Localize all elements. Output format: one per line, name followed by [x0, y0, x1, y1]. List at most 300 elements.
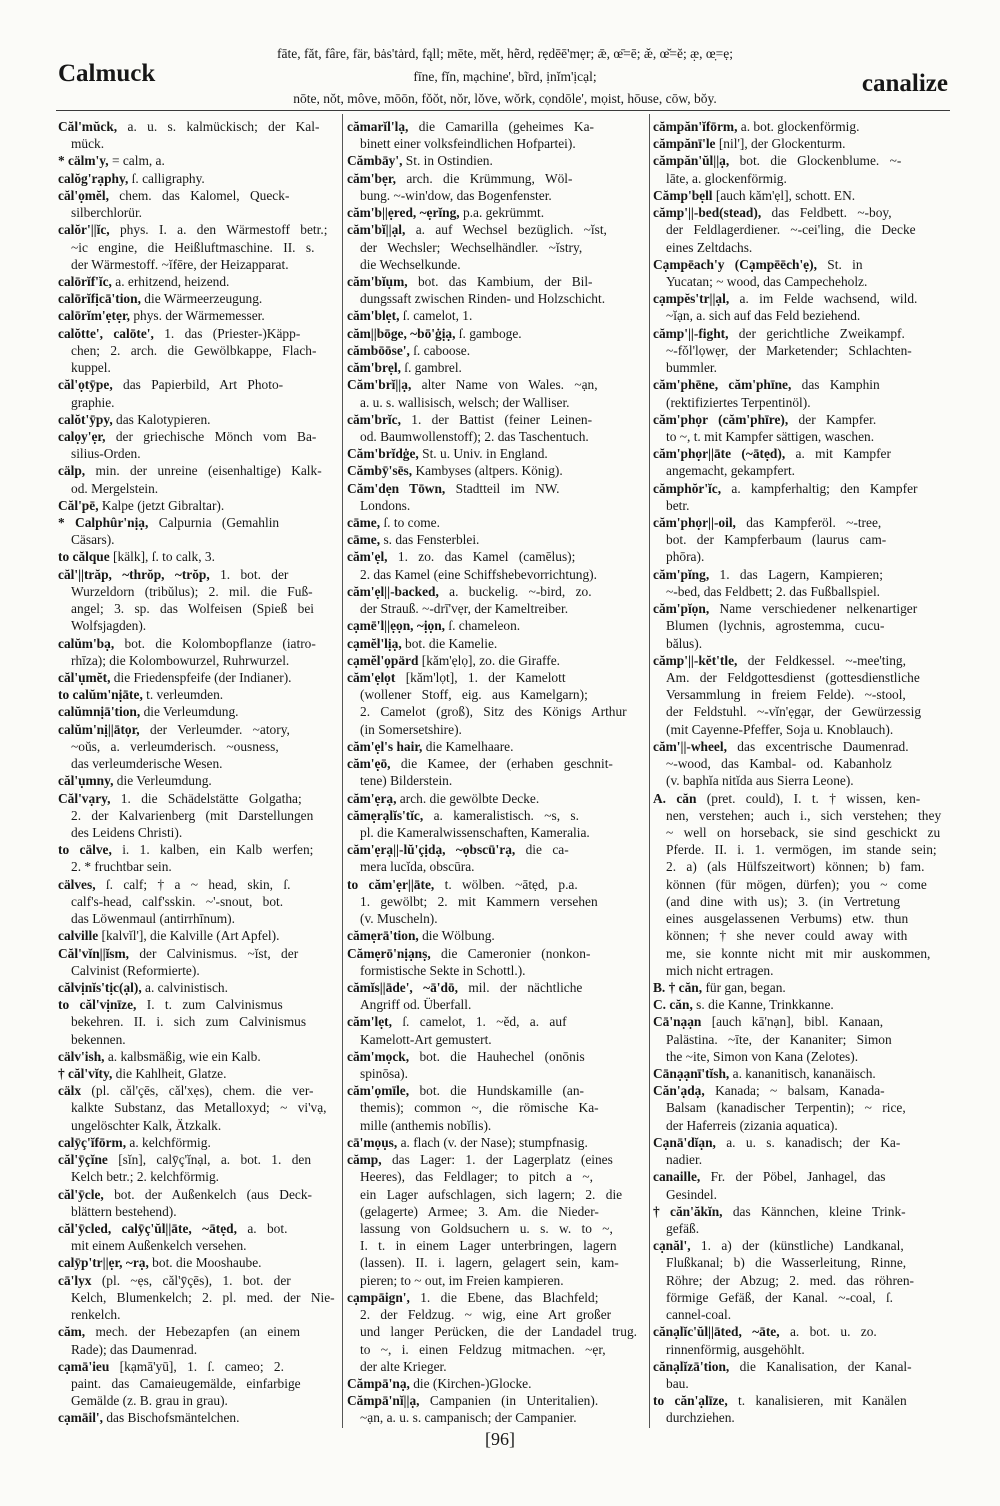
entry-line	[347, 635, 645, 652]
entry-text: die Camarilla (geheimes Ka-	[408, 119, 595, 134]
entry-line	[653, 152, 949, 169]
entry-text: die Wechselkunde.	[360, 256, 461, 272]
entry-line	[653, 1186, 949, 1203]
entry-text: 2. der Kalvarienberg (mit Darstellungen	[71, 807, 314, 823]
entry-text: der Wärmestoff. ~ĭfēre, der Heizapparat.	[71, 256, 289, 272]
entry-text: (in Somersetshire).	[360, 721, 462, 737]
entry-headword: Căl'vĭn||ĭsm,	[58, 945, 130, 961]
entry-line	[653, 1203, 949, 1220]
entry-line	[653, 583, 949, 600]
entry-text: bummler.	[666, 360, 717, 376]
dictionary-entry	[58, 790, 338, 842]
entry-text: die Kanalisation, der Kanal-	[729, 1358, 912, 1374]
entry-text: t. verleumden.	[142, 687, 224, 703]
entry-line	[347, 996, 645, 1013]
guide-word-left: Calmuck	[58, 60, 156, 87]
dictionary-entry	[347, 359, 645, 376]
entry-text: [auch kăm'ẹl], schott. EN.	[712, 187, 856, 203]
entry-line	[347, 910, 645, 927]
entry-headword: căm'brẹl,	[347, 360, 401, 376]
entry-headword: cạmē'l||ẹọn, ~ịọn,	[347, 618, 446, 634]
dictionary-entry	[58, 273, 338, 290]
entry-text: ſ. gambrel.	[400, 360, 462, 376]
entry-line	[653, 445, 949, 462]
entry-text: der Verleumder. ~atory,	[139, 721, 290, 737]
entry-line	[347, 703, 645, 720]
entry-text: Kamelott-Art gemustert.	[360, 1031, 492, 1047]
entry-text: St. u. Univ. in England.	[418, 446, 548, 462]
entry-headword: calŏr'||ĭc,	[58, 222, 110, 238]
entry-text: Calvinist (Reformierte).	[71, 962, 200, 978]
entry-text: 1. zo. das Kamel (camēlus);	[387, 549, 576, 565]
entry-text: gefäß.	[666, 1221, 700, 1236]
entry-line	[347, 118, 645, 135]
dictionary-entry	[58, 721, 338, 773]
dictionary-entry	[653, 1203, 949, 1237]
entry-line	[347, 600, 645, 617]
entry-line	[347, 290, 645, 307]
entry-text: tene) Bilderstein.	[360, 773, 453, 789]
entry-text: betr.	[666, 497, 690, 513]
dictionary-entry	[347, 876, 645, 928]
entry-text: die (Kirchen-)Glocke.	[409, 1375, 532, 1391]
dictionary-entry	[58, 1254, 338, 1271]
dictionary-entry	[653, 187, 949, 204]
entry-line	[58, 1237, 338, 1254]
entry-headword: calŏt'ȳpy,	[58, 411, 113, 427]
dictionary-entry	[347, 979, 645, 1013]
entry-line	[653, 325, 949, 342]
entry-text: a. u. s. wallisisch, welsch; der Walliser.	[360, 394, 570, 410]
entry-line	[58, 1203, 338, 1220]
entry-line	[58, 1375, 338, 1392]
dictionary-entry	[58, 1358, 338, 1410]
entry-line	[653, 600, 949, 617]
dictionary-entry	[58, 307, 338, 324]
entry-text: der Feldlagerdiener. ~-cei'ling, die Decke	[666, 222, 916, 238]
entry-text: s. die Kanne, Trinkkanne.	[692, 997, 834, 1013]
entry-line	[653, 1358, 949, 1375]
entry-text: das Lager: 1. der Lagerplatz (eines	[381, 1152, 613, 1168]
entry-headword: cămpănī'le	[653, 136, 716, 152]
entry-line	[653, 1323, 949, 1340]
entry-text: mil. der nächtliche	[458, 979, 583, 995]
dictionary-entry	[58, 945, 338, 979]
dictionary-entry	[653, 445, 949, 479]
entry-text: Blumen (lychnis, agrostemma, cucu-	[666, 618, 885, 634]
entry-line	[347, 979, 645, 996]
entry-line	[347, 1392, 645, 1409]
entry-text: ſ. caboose.	[409, 342, 471, 358]
dictionary-entry	[58, 1134, 338, 1151]
dictionary-entry	[347, 927, 645, 944]
dictionary-entry	[347, 548, 645, 582]
entry-line	[58, 824, 338, 841]
dictionary-entry	[653, 600, 949, 652]
entry-line	[653, 703, 949, 720]
dictionary-entry	[347, 1392, 645, 1426]
entry-text: ſ. calf; † a ~ head, skin, ſ.	[95, 876, 291, 892]
entry-line	[58, 1358, 338, 1375]
entry-headword: Cămpā'nĭ||ạ,	[347, 1393, 420, 1409]
entry-text: der gerichtliche Zweikampf.	[728, 325, 905, 341]
entry-text: bot. das Kambium, der Bil-	[407, 273, 593, 289]
entry-headword: călvịnĭs'tịc(ạl),	[58, 979, 142, 995]
entry-text: förmige Gefäß, der Kanal. ~-coal, ſ.	[666, 1289, 894, 1305]
entry-line	[58, 376, 338, 393]
entry-text: (v. baphĭa nitĭda aus Sierra Leone).	[666, 773, 854, 789]
entry-text: ~-fŏl'lọwẹr, der Marketender; Schlachten-	[666, 342, 912, 358]
dictionary-entry	[58, 152, 338, 169]
entry-text: 2. das Kamel (eine Schiffshebevorrichtung).	[360, 566, 597, 582]
entry-text: ~ạn, a. u. s. campanisch; der Campanier.	[360, 1410, 577, 1426]
entry-text: phys. I. a. den Wärmestoff betr.;	[109, 222, 328, 238]
entry-headword: * cälm'y,	[58, 153, 109, 169]
dictionary-entry	[653, 411, 949, 445]
entry-headword: cälves,	[58, 876, 96, 892]
entry-text: mech. der Hebezapfen (an einem	[85, 1324, 301, 1340]
entry-text: und langer Perücken, die der Landadel trug.	[360, 1324, 637, 1340]
entry-text: [kạmā'yū], 1. ſ. cameo; 2.	[109, 1358, 284, 1374]
entry-text: arch. die gewölbte Decke.	[396, 790, 540, 806]
entry-headword: calŏtte', calōte',	[58, 325, 154, 341]
entry-text: a. kananitisch, kananäisch.	[729, 1066, 876, 1082]
entry-line	[653, 807, 949, 824]
entry-headword: calŭmnịā'tion,	[58, 704, 141, 720]
entry-line	[653, 359, 949, 376]
entry-line	[653, 256, 949, 273]
entry-line	[347, 1031, 645, 1048]
entry-text: (rektifiziertes Terpentinöl).	[666, 394, 811, 410]
entry-headword: căm'phọr||āte (~ātẹd),	[653, 446, 786, 462]
entry-line	[653, 686, 949, 703]
entry-text: 1. a) der (künstliche) Landkanal,	[690, 1238, 904, 1254]
pronunciation-key-line: fīne, fĭn, mạchine', bĩrd, ịnĭm'ịcạl;	[413, 69, 597, 84]
entry-text: St. in	[816, 256, 863, 272]
entry-text: Röhre; der Abzug; 2. med. das röhren-	[666, 1272, 915, 1288]
entry-line	[347, 170, 645, 187]
entry-text: a. calvinistisch.	[141, 979, 228, 995]
entry-text: lassung von Goldsuchern u. s. w. to ~,	[360, 1221, 613, 1236]
dictionary-entry	[58, 1323, 338, 1357]
entry-line	[347, 1013, 645, 1030]
entry-text: to ~, i. einen Feldzug mitmachen. ~ẹr,	[360, 1341, 606, 1357]
entry-line	[58, 1099, 338, 1116]
entry-line	[653, 566, 949, 583]
entry-text: des Leidens Christi).	[71, 824, 183, 840]
entry-line	[58, 135, 338, 152]
entry-text: Flußkanal; b) die Wasserleitung, Rinne,	[666, 1255, 907, 1271]
entry-line	[58, 342, 338, 359]
dictionary-entry	[653, 652, 949, 738]
entry-line	[58, 514, 338, 531]
dictionary-entry	[58, 566, 338, 635]
entry-text: (wollener Stoff, eig. aus Kamelgarn);	[360, 687, 588, 703]
entry-line	[347, 652, 645, 669]
entry-line	[58, 118, 338, 135]
entry-line	[347, 480, 645, 497]
entry-headword: căm'phọr||-oil,	[653, 515, 736, 531]
entry-headword: calŭm'nị||ātọr,	[58, 721, 140, 737]
entry-text: Kalpe (jetzt Gibraltar).	[98, 497, 225, 513]
dictionary-entry	[653, 1065, 949, 1082]
entry-text: a. mit Kampfer	[785, 446, 891, 462]
dictionary-entry	[347, 118, 645, 152]
dictionary-entry	[347, 1048, 645, 1082]
entry-text: bot. die Mooshaube.	[148, 1255, 262, 1271]
entry-text: der griechische Mönch vom Ba-	[105, 428, 317, 444]
entry-headword: cămĭs||āde', ~ā'dō,	[347, 979, 458, 995]
entry-line	[58, 359, 338, 376]
dictionary-entry	[347, 376, 645, 410]
entry-line	[347, 1099, 645, 1116]
entry-text: (pret. could), I. t. † wissen, ken-	[696, 790, 921, 806]
dictionary-entry	[653, 996, 949, 1013]
entry-text: bau.	[666, 1375, 689, 1391]
entry-headword: cạmĕl'ọpärd	[347, 652, 419, 668]
entry-headword: căl'ụmny,	[58, 773, 114, 789]
entry-text: ~ĭạn, a. sich auf das Feld beziehend.	[666, 308, 861, 324]
entry-line	[653, 290, 949, 307]
dictionary-entry	[347, 755, 645, 789]
entry-text: bung. ~-win'dow, das Bogenfenster.	[360, 187, 552, 203]
entry-text: s. das Fensterblei.	[380, 532, 480, 548]
entry-text: ~-bed, das Feldbett; 2. das Fußballspiel.	[666, 583, 881, 599]
entry-line	[653, 772, 949, 789]
entry-line	[653, 893, 949, 910]
dictionary-entry	[58, 290, 338, 307]
entry-line	[653, 1254, 949, 1271]
entry-text: die ca-	[515, 842, 569, 858]
entry-text: die Friedenspfeife (der Indianer).	[110, 670, 292, 685]
entry-line	[58, 1082, 338, 1099]
entry-text: Stadtteil im NW.	[445, 480, 560, 496]
entry-headword: căm'pĭọn,	[653, 601, 710, 617]
dictionary-entry	[58, 170, 338, 187]
dictionary-entry	[653, 738, 949, 790]
dictionary-entry	[347, 1013, 645, 1047]
entry-headword: cāme,	[347, 515, 381, 531]
dictionary-entry	[347, 514, 645, 531]
entry-text: silius-Orden.	[71, 446, 141, 462]
dictionary-entry	[653, 514, 949, 566]
entry-text: paint. das Camaieugemälde, einfarbige	[71, 1375, 301, 1391]
dictionary-entry	[653, 290, 949, 324]
entry-text: 2. a) (als Hülfszeitwort) können; b) fam.	[666, 859, 925, 875]
entry-text: Kambyses (altpers. König).	[412, 463, 563, 479]
entry-line	[58, 1134, 338, 1151]
entry-headword: Cămbāy',	[347, 153, 403, 169]
entry-text: a. bot. u. zo.	[779, 1324, 877, 1340]
dictionary-entry	[347, 342, 645, 359]
entry-line	[653, 342, 949, 359]
entry-line	[58, 170, 338, 187]
dictionary-entry	[58, 1065, 338, 1082]
entry-text: dungssaft zwischen Rinden- und Holzschicht.	[360, 291, 606, 307]
dictionary-entry	[347, 1289, 645, 1375]
entry-line	[347, 1272, 645, 1289]
entry-text: silberchlorür.	[71, 205, 143, 221]
entry-line	[653, 996, 949, 1013]
dictionary-entry	[653, 480, 949, 514]
entry-line	[347, 858, 645, 875]
entry-text: Gesindel.	[666, 1186, 717, 1202]
entry-text: die Verleumdung.	[140, 704, 239, 720]
entry-text: Rade); das Daumenrad.	[71, 1341, 198, 1357]
entry-headword: cạmāil',	[58, 1410, 103, 1426]
entry-line	[347, 1082, 645, 1099]
entry-text: bot. die Glockenblume. ~-	[729, 153, 902, 169]
entry-line	[347, 411, 645, 428]
entry-line	[58, 428, 338, 445]
entry-line	[58, 600, 338, 617]
entry-line	[58, 152, 338, 169]
entry-text: pl. die Kameralwissenschaften, Kameralia.	[360, 824, 590, 840]
entry-line	[653, 738, 949, 755]
entry-text: od. Baumwollenstoff); 2. das Taschentuch.	[360, 428, 589, 444]
entry-headword: to cälve,	[58, 842, 112, 858]
entry-text: 1. die Schädelstätte Golgatha;	[110, 790, 302, 806]
entry-line	[58, 962, 338, 979]
entry-line	[58, 927, 338, 944]
dictionary-entry	[347, 531, 645, 548]
entry-text: der Feldkessel. ~-mee'ting,	[737, 652, 906, 668]
dictionary-entry	[58, 996, 338, 1048]
dictionary-entry	[347, 738, 645, 755]
entry-text: t. wölben. ~ātẹd, p.a.	[434, 876, 578, 892]
entry-headword: Cămpā'nạ,	[347, 1375, 410, 1391]
entry-line	[653, 1048, 949, 1065]
entry-line	[347, 1409, 645, 1426]
entry-text: rhīza); die Kolombowurzel, Ruhrwurzel.	[71, 652, 290, 668]
entry-line	[347, 359, 645, 376]
entry-line	[653, 497, 949, 514]
entry-line	[653, 841, 949, 858]
dictionary-entry	[653, 1013, 949, 1065]
entry-line	[653, 204, 949, 221]
entry-line	[58, 1272, 338, 1289]
dictionary-entry	[58, 703, 338, 720]
entry-text: a. kelchförmig.	[126, 1134, 211, 1150]
entry-line	[58, 1289, 338, 1306]
entry-headword: căm'mọck,	[347, 1048, 410, 1064]
entry-text: der Kampfer.	[788, 411, 877, 427]
dictionary-entry	[347, 221, 645, 273]
entry-headword: căm'phēne, căm'phīne,	[653, 377, 792, 393]
entry-headword: cămpăn'ĭfōrm,	[653, 119, 738, 134]
entry-text: für gan, began.	[702, 979, 786, 995]
entry-text: der Calvinismus. ~ĭst, der	[129, 945, 299, 961]
entry-line	[653, 652, 949, 669]
entry-line	[58, 1323, 338, 1340]
entry-text: a. kampferhaltig; den Kampfer	[721, 480, 918, 496]
column-divider	[649, 114, 650, 1428]
entry-headword: căl'ȳcled, calȳç'ŭl||āte, ~ātẹd,	[58, 1221, 237, 1236]
dictionary-entry	[58, 514, 338, 548]
entry-line	[653, 1375, 949, 1392]
entry-text: die Verleumdung.	[113, 773, 212, 789]
entry-headword: cămẹrạlĭs'tĭc,	[347, 807, 424, 823]
entry-text: I. t. zum Calvinismus	[136, 997, 283, 1013]
dictionary-entry	[347, 445, 645, 462]
entry-line	[347, 807, 645, 824]
entry-text: a. erhitzend, heizend.	[111, 273, 230, 289]
entry-line	[347, 617, 645, 634]
dictionary-entry	[347, 152, 645, 169]
entry-headword: căl'ȳçĭne	[58, 1152, 108, 1168]
entry-line	[347, 1358, 645, 1375]
entry-headword: calŏg'rạphy,	[58, 170, 129, 186]
entry-line	[58, 1013, 338, 1030]
entry-line	[58, 996, 338, 1013]
entry-line	[58, 497, 338, 514]
dictionary-entry	[653, 135, 949, 152]
entry-line	[653, 1082, 949, 1099]
entry-text: [kälk], ſ. to calk, 3.	[109, 549, 215, 565]
entry-line	[58, 531, 338, 548]
entry-line	[653, 721, 949, 738]
entry-line	[347, 824, 645, 841]
dictionary-entry	[653, 1392, 949, 1426]
entry-line	[347, 686, 645, 703]
entry-line	[58, 583, 338, 600]
entry-text: (gelagerte) Armee; 3. Am. die Nieder-	[360, 1203, 599, 1219]
entry-line	[653, 1151, 949, 1168]
entry-line	[347, 927, 645, 944]
entry-line	[653, 1134, 949, 1151]
entry-line	[653, 1220, 949, 1237]
entry-line	[58, 876, 338, 893]
dictionary-entry	[653, 118, 949, 135]
entry-text: renkelch.	[71, 1307, 121, 1323]
entry-headword: canaille,	[653, 1169, 701, 1185]
entry-text: ein Lager aufschlagen, sich lagern; 2. die	[360, 1186, 623, 1202]
entry-line	[58, 652, 338, 669]
entry-headword: cămbōōse',	[347, 342, 410, 358]
entry-line	[58, 548, 338, 565]
entry-headword: cămarĭl'lạ,	[347, 119, 409, 134]
entry-text: (pl. căl'çēs, căl'xẹs), chem. die ver-	[81, 1083, 314, 1099]
entry-text: Kelch betr.; 2. kelchförmig.	[71, 1169, 219, 1185]
entry-line	[58, 325, 338, 342]
entry-line	[653, 1306, 949, 1323]
entry-headword: căl'ọmĕl,	[58, 187, 109, 203]
entry-line	[653, 548, 949, 565]
entry-line	[653, 1065, 949, 1082]
dictionary-entry	[58, 376, 338, 410]
entry-headword: cămp'||-fight,	[653, 325, 729, 341]
entry-line	[347, 325, 645, 342]
entry-text: calf's-head, calf'sskin. ~'-snout, bot.	[71, 893, 284, 909]
entry-headword: to căl'vịnīze,	[58, 997, 137, 1013]
entry-text: der Wechsler; Wechselhändler. ~ĭstry,	[360, 239, 583, 255]
dictionary-entry	[653, 256, 949, 290]
entry-text: 1. bot. der	[209, 566, 289, 582]
entry-line	[347, 1117, 645, 1134]
entry-headword: cạmpĕs'tr||ạl,	[653, 291, 730, 307]
entry-line	[347, 497, 645, 514]
entry-line	[653, 239, 949, 256]
entry-headword: căm'ẹō,	[347, 756, 391, 772]
entry-headword: calōrĭf'ĭc,	[58, 273, 112, 289]
dictionary-entry	[653, 1237, 949, 1323]
dictionary-entry	[347, 617, 645, 634]
entry-text: das Kampferöl. ~-tree,	[735, 515, 882, 531]
entry-headword: cămphŏr'ĭc,	[653, 480, 722, 496]
entry-headword: Căm'brĭdġe,	[347, 446, 419, 462]
entry-text: chen; 2. arch. die Gewölbkappe, Flach-	[71, 342, 317, 358]
entry-line	[653, 635, 949, 652]
